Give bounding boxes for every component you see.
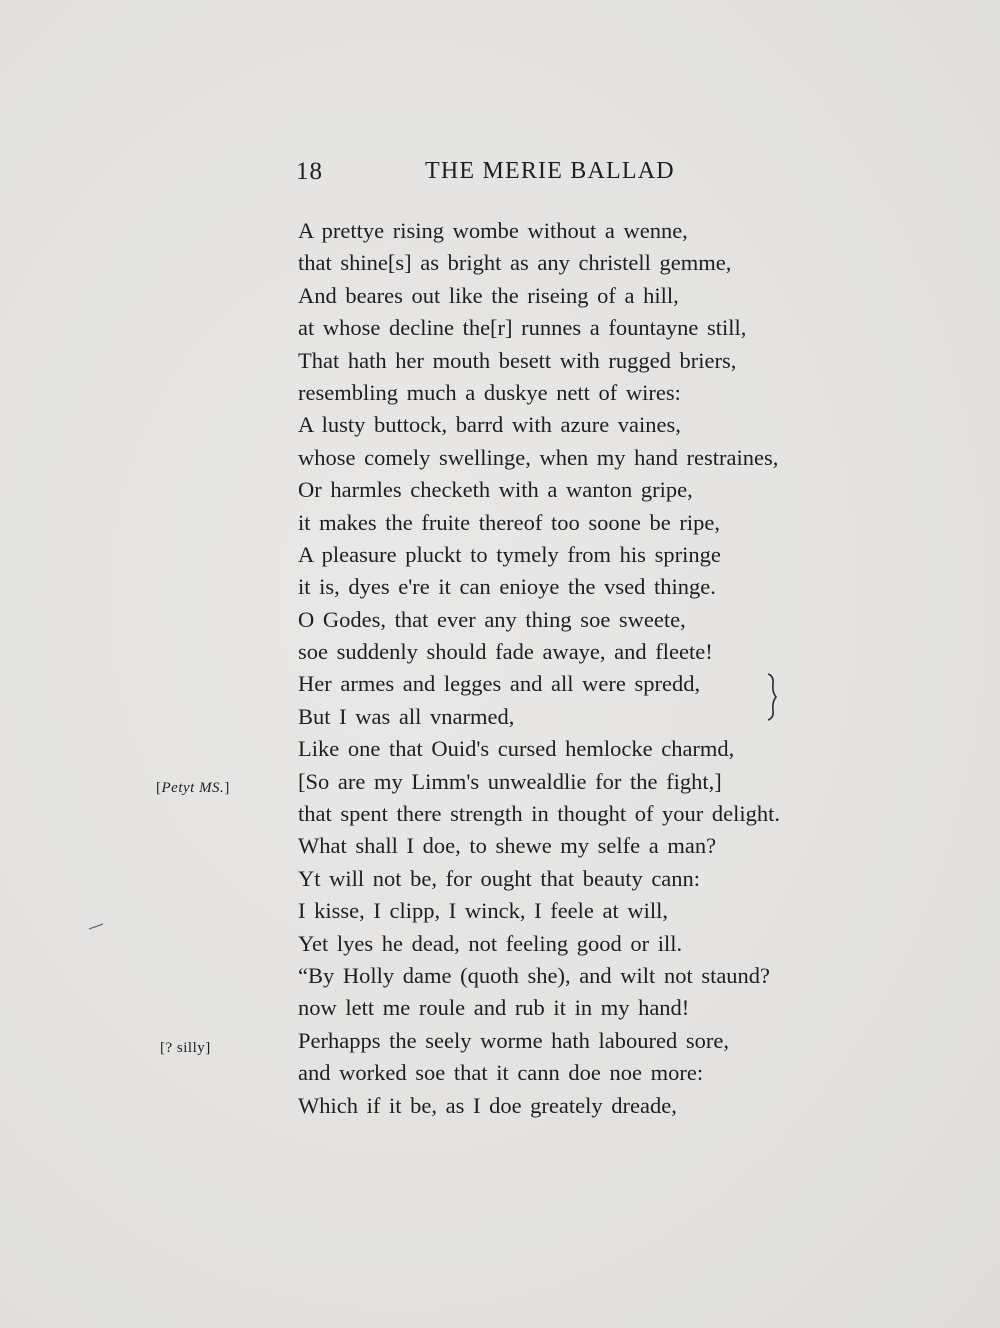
poem-line: it is, dyes e're it can enioye the vsed thinge. [298,574,716,600]
bracket-open: [ [156,780,162,796]
curly-brace-icon [764,672,780,722]
poem-line: O Godes, that ever any thing soe sweete, [298,606,686,632]
poem-line: at whose decline the[r] runnes a fountayne still, [298,315,747,341]
poem-line: But I was all vnarmed, [298,703,515,729]
poem-line: [So are my Limm's unwealdlie for the fight,] [298,768,722,794]
poem-line: That hath her mouth besett with rugged briers, [298,347,737,373]
poem-line: that spent there strength in thought of your delight. [298,801,781,827]
poem-line: now lett me roule and rub it in my hand! [298,995,690,1021]
poem-line: And beares out like the riseing of a hill, [298,282,679,308]
poem-line: What shall I doe, to shewe my selfe a man? [298,833,717,859]
margin-note-silly: [? silly] [160,1040,211,1056]
poem-line: and worked soe that it cann doe noe more: [298,1060,704,1086]
bracket-close: ] [224,780,230,796]
poem-line: A prettye rising wombe without a wenne, [298,218,688,243]
poem-line: Which if it be, as I doe greately dreade, [298,1092,677,1118]
poem-line: A lusty buttock, barrd with azure vaines, [298,412,681,438]
poem-line: Yet lyes he dead, not feeling good or ill. [298,930,683,956]
poem-line: Perhapps the seely worme hath laboured sore, [298,1027,729,1053]
page-number: 18 [296,158,323,185]
poem-line: Like one that Ouid's cursed hemlocke charmd, [298,736,735,762]
poem-line: Her armes and legges and all were spredd, [298,671,701,697]
margin-note-petyt [156,780,230,797]
petyt-ms-label: Petyt MS. [161,780,225,796]
page-header [0,158,1000,194]
poem-line: resembling much a duskye nett of wires: [298,379,681,405]
pencil-mark-icon [88,922,104,930]
poem-line: “By Holly dame (quoth she), and wilt not staund? [298,962,771,988]
poem-line: A pleasure pluckt to tymely from his springe [298,541,721,567]
running-title: THE MERIE BALLAD [425,158,675,184]
poem-line: whose comely swellinge, when my hand restraines, [298,444,779,470]
poem-line: Yt will not be, for ought that beauty cann: [298,865,701,891]
poem-line: that shine[s] as bright as any christell gemme, [298,250,732,276]
poem-line: I kisse, I clipp, I winck, I feele at will, [298,898,669,924]
poem-line: Or harmles checketh with a wanton gripe, [298,477,693,503]
poem-line: soe suddenly should fade awaye, and fleete! [298,639,713,665]
poem-line: it makes the fruite thereof too soone be ripe, [298,509,720,535]
poem-text [298,215,898,1122]
